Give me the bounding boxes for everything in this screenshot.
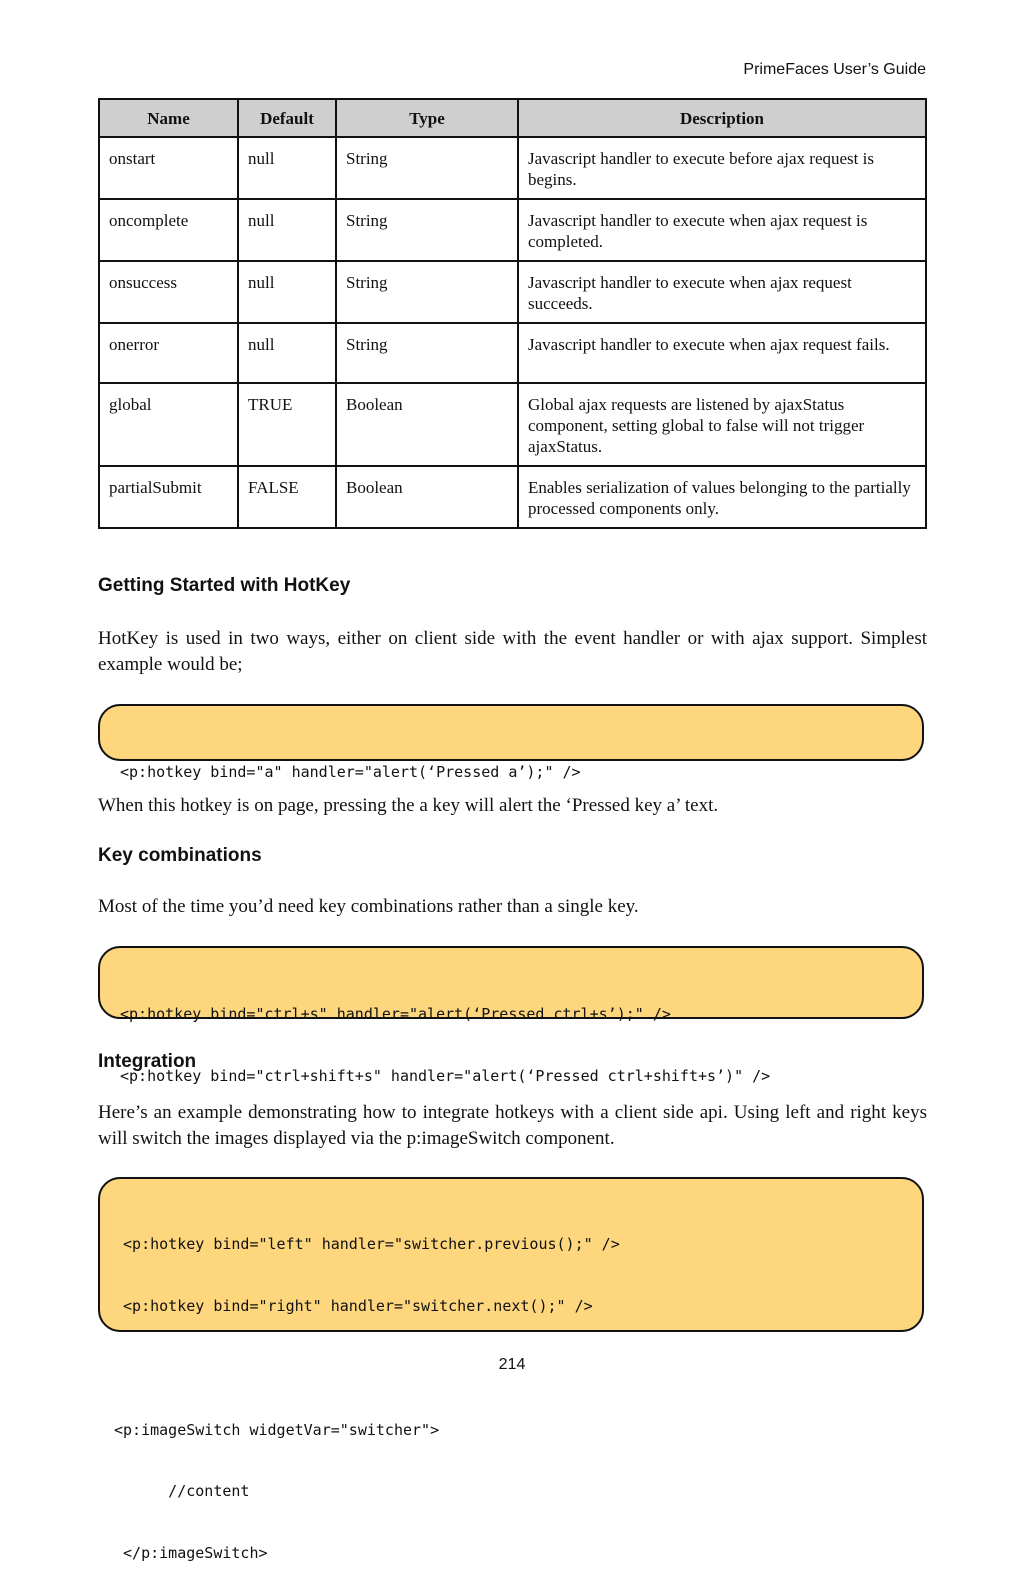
section-heading-getting-started: Getting Started with HotKey [98,575,351,596]
cell-description: Global ajax requests are listened by ajaxStatus component, setting global to false will not trigger ajaxStatus. [518,383,926,466]
page-number: 214 [498,1356,526,1373]
cell-description: Javascript handler to execute when ajax request is completed. [518,199,926,261]
code-line: <p:hotkey bind="right" handler="switcher.next();" /> [114,1296,593,1315]
paragraph-getting-started-intro: HotKey is used in two ways, either on client side with the event handler or with ajax support. Simplest example would be; [98,628,927,675]
code-line: </p:imageSwitch> [114,1544,268,1563]
paragraph-integration-intro: Here’s an example demonstrating how to integrate hotkeys with a client side api. Using left and right keys will switch the images displayed via the p:imageSwitch component. [98,1102,927,1149]
cell-name: onstart [99,137,238,199]
cell-type: Boolean [336,466,518,528]
cell-name: oncomplete [99,199,238,261]
cell-type: String [336,323,518,383]
cell-type: String [336,137,518,199]
paragraph-getting-started-after: When this hotkey is on page, pressing the a key will alert the ‘Pressed key a’ text. [98,795,719,816]
table-row [99,383,926,466]
code-line: //content [114,1482,250,1501]
cell-description: Enables serialization of values belonging to the partially processed components only. [518,466,926,528]
code-line: <p:hotkey bind="ctrl+s" handler="alert(‘Pressed ctrl+s’);" /> [120,1005,671,1024]
cell-default: null [238,323,336,383]
cell-description: Javascript handler to execute when ajax request succeeds. [518,261,926,323]
attributes-table [98,98,927,529]
table-row [99,323,926,383]
section-heading-integration: Integration [98,1051,197,1072]
cell-type: String [336,199,518,261]
cell-default: FALSE [238,466,336,528]
table-row [99,137,926,199]
cell-name: global [99,383,238,466]
column-header-name: Name [99,99,238,137]
cell-name: onerror [99,323,238,383]
cell-type: String [336,261,518,323]
cell-default: null [238,261,336,323]
cell-description: Javascript handler to execute when ajax request fails. [518,323,926,383]
running-header: PrimeFaces User’s Guide [743,61,926,78]
code-block-basic-hotkey [98,704,924,782]
cell-default: null [238,137,336,199]
code-line: <p:imageSwitch widgetVar="switcher"> [114,1420,440,1439]
table-header-row [99,99,926,137]
code-line: <p:hotkey bind="left" handler="switcher.previous();" /> [114,1235,620,1254]
table-row [99,466,926,528]
cell-name: partialSubmit [99,466,238,528]
column-header-description: Description [518,99,926,137]
column-header-default: Default [238,99,336,137]
section-heading-key-combinations: Key combinations [98,845,262,866]
cell-type: Boolean [336,383,518,466]
code-line: <p:hotkey bind="a" handler="alert(‘Pressed a’);" /> [120,763,581,782]
cell-name: onsuccess [99,261,238,323]
code-line: <p:hotkey bind="ctrl+shift+s" handler="alert(‘Pressed ctrl+shift+s’)" /> [120,1066,771,1085]
paragraph-key-combinations-intro: Most of the time you’d need key combinations rather than a single key. [98,896,639,917]
table-row [99,199,926,261]
cell-default: null [238,199,336,261]
cell-description: Javascript handler to execute before ajax request is begins. [518,137,926,199]
cell-default: TRUE [238,383,336,466]
column-header-type: Type [336,99,518,137]
table-row [99,261,926,323]
